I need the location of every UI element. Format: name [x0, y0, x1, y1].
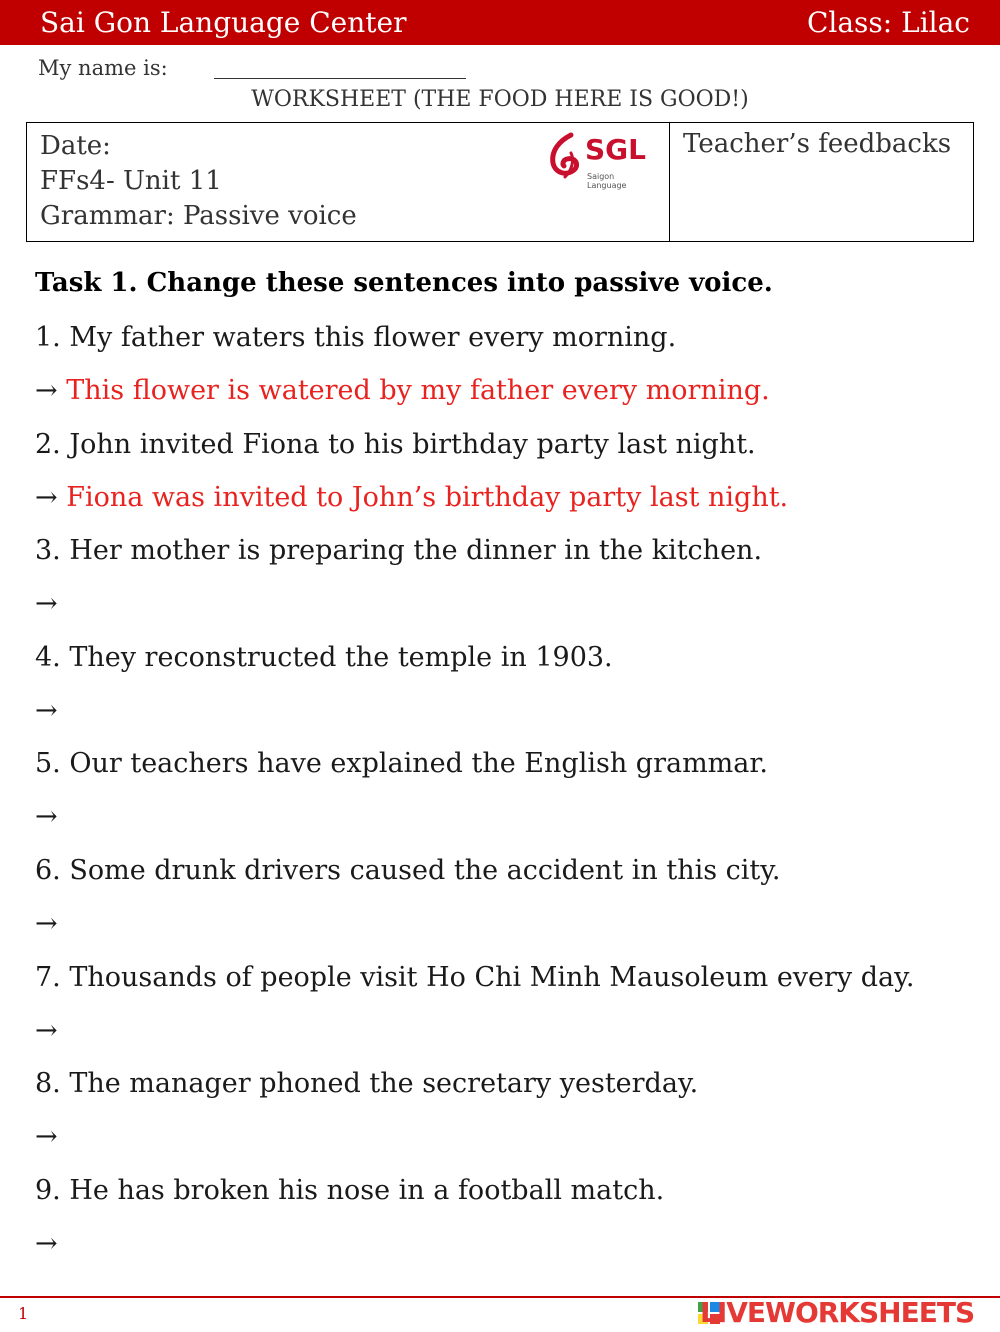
arrow-icon: →: [35, 1121, 58, 1152]
page-number: 1: [18, 1304, 29, 1323]
info-box: [26, 122, 974, 242]
question-3: 3. Her mother is preparing the dinner in the kitchen.: [35, 535, 763, 566]
question-8: 8. The manager phoned the secretary yesterday.: [35, 1068, 699, 1099]
question-9: 9. He has broken his nose in a football match.: [35, 1175, 665, 1206]
arrow-icon: →: [35, 375, 58, 406]
teacher-feedback-label: Teacher’s feedbacks: [683, 129, 952, 159]
sgl-logo: [545, 131, 649, 190]
name-input-line[interactable]: [214, 78, 466, 79]
question-4: 4. They reconstructed the temple in 1903.: [35, 642, 613, 673]
arrow-icon: →: [35, 1015, 58, 1046]
worksheet-title: WORKSHEET (THE FOOD HERE IS GOOD!): [251, 87, 749, 112]
name-label: My name is:: [38, 56, 168, 80]
question-7: 7. Thousands of people visit Ho Chi Minh Mausoleum every day.: [35, 962, 915, 993]
header-bar: [0, 0, 1000, 45]
sgl-swirl-icon: [545, 131, 585, 183]
arrow-icon: →: [35, 482, 58, 513]
arrow-icon: →: [35, 908, 58, 939]
answer-line-7[interactable]: [35, 1015, 58, 1046]
arrow-icon: →: [35, 588, 58, 619]
answer-text[interactable]: This flower is watered by my father every morning.: [66, 375, 770, 406]
center-name: Sai Gon Language Center: [40, 6, 407, 39]
class-label: Class: Lilac: [806, 6, 970, 39]
arrow-icon: →: [35, 801, 58, 832]
question-2: 2. John invited Fiona to his birthday party last night.: [35, 429, 756, 460]
answer-line-6[interactable]: [35, 908, 58, 939]
arrow-icon: →: [35, 695, 58, 726]
unit-label: FFs4- Unit 11: [40, 166, 222, 196]
answer-line-1[interactable]: [35, 375, 770, 406]
question-6: 6. Some drunk drivers caused the accident in this city.: [35, 855, 781, 886]
answer-line-9[interactable]: [35, 1228, 58, 1259]
grammar-label: Grammar: Passive voice: [40, 201, 357, 231]
answer-text[interactable]: Fiona was invited to John’s birthday party last night.: [66, 482, 789, 513]
logo-text: SGL: [585, 133, 646, 166]
answer-line-4[interactable]: [35, 695, 58, 726]
answer-line-8[interactable]: [35, 1121, 58, 1152]
answer-line-3[interactable]: [35, 588, 58, 619]
date-label: Date:: [40, 131, 111, 161]
watermark: LIVEWORKSHEETS: [700, 1296, 975, 1329]
logo-subtext: Saigon Language: [587, 172, 627, 190]
answer-line-2[interactable]: [35, 482, 788, 513]
box-divider: [669, 123, 670, 241]
question-1: 1. My father waters this flower every morning.: [35, 322, 677, 353]
arrow-icon: →: [35, 1228, 58, 1259]
task-title: Task 1. Change these sentences into passive voice.: [35, 268, 773, 298]
question-5: 5. Our teachers have explained the English grammar.: [35, 748, 768, 779]
answer-line-5[interactable]: [35, 801, 58, 832]
